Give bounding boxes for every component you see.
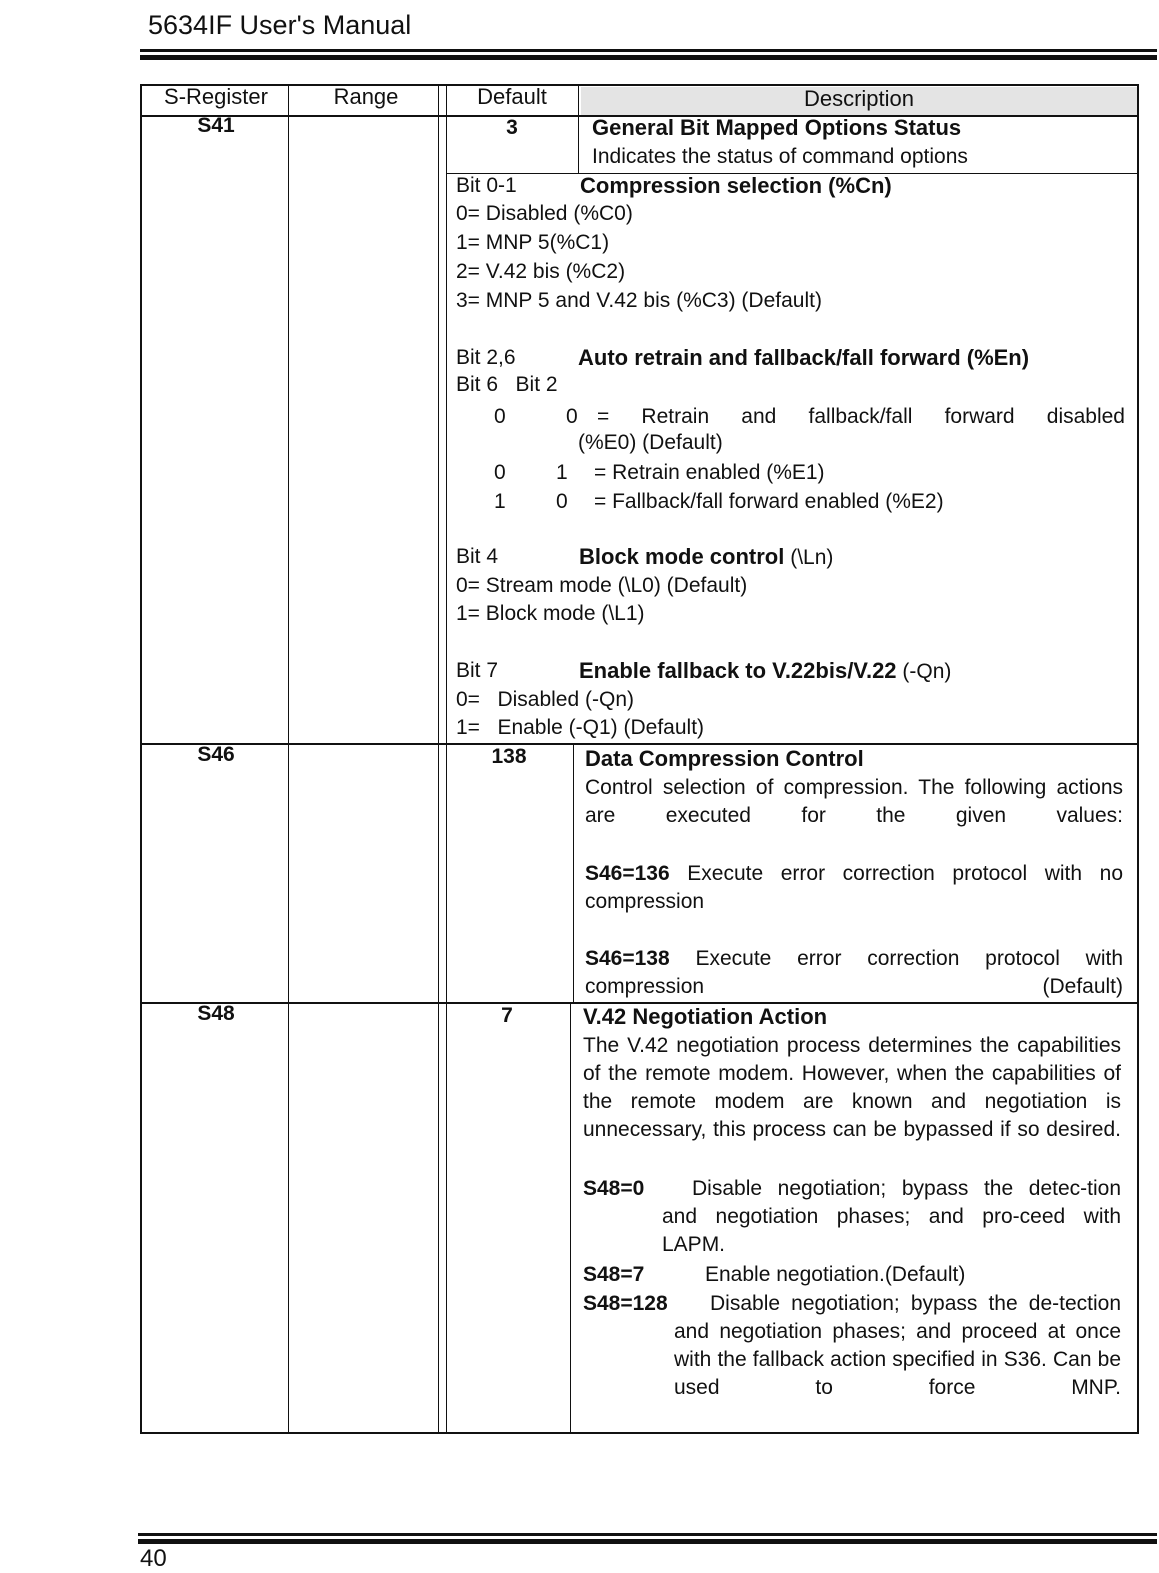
s41-bit26-r1-b6: 0 xyxy=(494,405,506,428)
col-header-description: Description xyxy=(803,86,915,111)
s48-value-7-text: Enable negotiation.(Default) xyxy=(705,1263,966,1286)
s41-bit7-line: 1= Enable (-Q1) (Default) xyxy=(456,716,705,739)
s41-bit26-r2-desc: = Retrain enabled (%E1) xyxy=(594,461,825,484)
s46-value-136-text: Execute error correction protocol with no compression xyxy=(585,862,1123,913)
col-sep-desc-s48 xyxy=(570,1003,571,1433)
footer-rule-thick xyxy=(138,1539,1157,1544)
s46-title: Data Compression Control xyxy=(585,746,864,771)
s41-bit26-r3-b2: 0 xyxy=(556,490,568,513)
s41-bit4-suffix: (\Ln) xyxy=(790,546,834,569)
s41-default: 3 xyxy=(506,116,518,139)
table-left-border xyxy=(140,84,142,1434)
s46-register: S46 xyxy=(197,743,235,766)
s41-title: General Bit Mapped Options Status xyxy=(592,115,962,140)
col-sep-desc-s41 xyxy=(578,84,579,174)
s41-bit4-title: Block mode control xyxy=(579,544,785,569)
col-header-default: Default xyxy=(477,84,547,109)
s41-bit7-title: Enable fallback to V.22bis/V.22 xyxy=(579,658,897,683)
s41-bit4-line: 0= Stream mode (\L0) (Default) xyxy=(456,574,748,597)
s48-title: V.42 Negotiation Action xyxy=(583,1004,828,1029)
s41-bit26-r1-cont: (%E0) (Default) xyxy=(578,431,723,454)
s41-bit01-label: Bit 0-1 xyxy=(456,174,517,197)
s46-value-136-key: S46=136 xyxy=(585,862,670,885)
page-number: 40 xyxy=(140,1545,167,1572)
s41-bit26-r2-b2: 1 xyxy=(556,461,568,484)
s41-bit26-r3-b6: 1 xyxy=(494,490,506,513)
header-rule-thick xyxy=(140,55,1157,60)
s41-bit4-heading xyxy=(579,543,833,572)
s48-value-0-key: S48=0 xyxy=(583,1177,645,1200)
col-sep-desc-s46 xyxy=(573,745,574,1003)
col-header-sregister: S-Register xyxy=(164,84,268,109)
s48-value-128-text: Disable negotiation; bypass the de-tection and negotiation phases; and proceed at once with the fallback action specified in S36. Can be used to force MNP. xyxy=(674,1292,1121,1399)
s41-bit7-heading xyxy=(579,657,951,686)
s41-bit4-line: 1= Block mode (\L1) xyxy=(456,602,645,625)
s48-value-0-text: Disable negotiation; bypass the detec-tion and negotiation phases; and pro-ceed with LAPM. xyxy=(662,1177,1121,1256)
col-sep-default xyxy=(438,84,439,1434)
s41-bit7-suffix: (-Qn) xyxy=(902,660,952,683)
s48-default: 7 xyxy=(501,1004,513,1027)
s46-intro: Control selection of compression. The following actions are executed for the given values: xyxy=(585,776,1123,827)
s46-value-138 xyxy=(585,945,1123,1001)
s46-default: 138 xyxy=(491,745,527,768)
col-header-range: Range xyxy=(333,84,399,109)
footer-rule-thin xyxy=(138,1533,1157,1536)
s41-bit01-line: 2= V.42 bis (%C2) xyxy=(456,260,626,283)
s41-bit26-r3-desc: = Fallback/fall forward enabled (%E2) xyxy=(594,490,944,513)
col-sep-range xyxy=(288,84,289,1434)
s48-value-128-key: S48=128 xyxy=(583,1292,668,1315)
s41-register: S41 xyxy=(197,114,235,137)
s41-bit4-label: Bit 4 xyxy=(456,545,499,568)
table-bottom-border xyxy=(140,1432,1139,1434)
s41-bit7-label: Bit 7 xyxy=(456,659,499,682)
s41-bit01-title: Compression selection (%Cn) xyxy=(580,173,892,198)
s41-subtitle: Indicates the status of command options xyxy=(592,145,968,168)
table-right-border xyxy=(1137,84,1139,1434)
s46-value-138-text: Execute error correction protocol with compression (Default) xyxy=(585,947,1124,998)
s41-bit26-title: Auto retrain and fallback/fall forward (%En) xyxy=(578,345,1030,370)
s48-register: S48 xyxy=(197,1002,235,1025)
header-rule-thin xyxy=(140,49,1157,52)
s41-bit7-line: 0= Disabled (-Qn) xyxy=(456,688,634,711)
s41-bit26-header: Bit 6 Bit 2 xyxy=(456,373,558,396)
s48-intro: The V.42 negotiation process determines the capabilities of the remote modem. However, when the capabilities of the remote modem are known and negotiation is unnecessary, this process can be bypassed if so desired. xyxy=(583,1034,1121,1141)
page-header-title: 5634IF User's Manual xyxy=(148,10,412,40)
s41-bit26-r2-b6: 0 xyxy=(494,461,506,484)
s46-value-136 xyxy=(585,860,1123,916)
s41-bit01-line: 3= MNP 5 and V.42 bis (%C3) (Default) xyxy=(456,289,822,312)
s48-value-7-key: S48=7 xyxy=(583,1263,645,1286)
s41-bit01-line: 0= Disabled (%C0) xyxy=(456,202,633,225)
s41-bit26-r1-desc: = Retrain and fallback/fall forward disabled xyxy=(597,405,1125,428)
s41-bit26-label: Bit 2,6 xyxy=(456,346,516,369)
s46-value-138-key: S46=138 xyxy=(585,947,670,970)
s41-bit01-line: 1= MNP 5(%C1) xyxy=(456,231,610,254)
s41-bit26-r1-b2: 0 xyxy=(566,405,578,428)
